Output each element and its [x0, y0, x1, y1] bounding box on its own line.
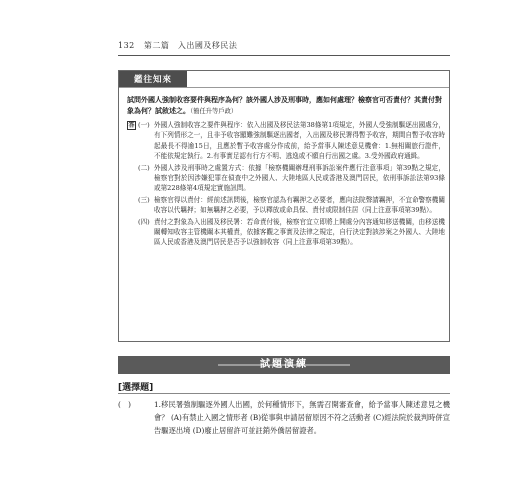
review-box-tab: 鑑往知來: [119, 71, 187, 87]
answer-item: [138, 195, 445, 216]
section-title: 試題演練: [260, 359, 308, 370]
running-head: [118, 40, 237, 51]
answer-block: [127, 120, 445, 249]
header-rule: [118, 55, 450, 56]
multiple-choice-heading: [選擇題]: [118, 383, 154, 393]
tab-divider: [119, 87, 449, 88]
answer-item-text: 責付之對象為入出國及移民署：若命責付後，檢察官宜立即將上開處分內容通知移送機關，由移送機關轉知收容主管機關本其權責，依據客觀之事實及法律之規定，自行決定對該涉案之外國人、大陸地區人民或香港及澳門居民是否予以強制收容（同上注意事項第39點）。: [154, 217, 445, 247]
exam-question-citation: （簡任升等戶政）: [190, 107, 238, 115]
answer-item-number: (四): [138, 217, 150, 226]
page-number: 132: [118, 41, 135, 50]
answer-item-text: 外國人強制收容之要件與程序：依入出國及移民法第38條第1項規定，外國人受強制驅逐出國處分，有下列情形之一，且非予收容顯難強制驅逐出國者，入出國及移民署得暫予收容，期間自暫予收容時起最長不得逾15日，且應於暫予收容處分作成前，給予當事人陳述意見機會：1.無相關旅行證件，不能依規定執行。2.有事實足認有行方不明、逃逸或不願自行出國之虞。3.受外國政府通緝。: [154, 121, 445, 161]
answer-items: [138, 120, 445, 249]
multiple-choice-question: [118, 398, 450, 437]
exam-question-text: 試問外國人強制收容要件與程序為何？該外國人涉及刑事時，應如何處理？檢察官可否責付？其責付對象為何？試敘述之。: [127, 96, 442, 115]
answer-item-text: 檢察官得以責付：經前述訊問後，檢察官認為有羈押之必要者，應向法院聲請羈押，不宜命警察機關收容以代羈押；如無羈押之必要，予以釋放或命具保、責付或限制住居（同上注意事項第39點）。: [154, 195, 445, 215]
running-title: 第二篇 入出國及移民法: [143, 41, 238, 50]
review-box: [118, 70, 450, 342]
question-text: 1.移民署強制驅逐外國人出國，於何種情形下，無需召開審查會，給予當事人陳述意見之機會？ (A)有禁止入國之情形者 (B)從事與申請居留原因不符之活動者 (C)經法院於裁判時併宣告驅逐出境 (D)廢止居留許可並註銷外僑居留證者。: [154, 400, 450, 435]
exam-question: [127, 95, 443, 117]
answer-item-number: (三): [138, 195, 150, 204]
answer-item-text: 外國人涉及刑事時之處置方式：依據「檢察機關辦理刑事訴訟案件應行注意事項」第39點之規定，檢察官對於因涉嫌犯罪在偵查中之外國人、大陸地區人民或香港及澳門居民，依刑事訴訟法第93條或第228條第4項規定實施訊問。: [154, 163, 445, 193]
answer-item-number: (一): [138, 121, 150, 129]
answer-badge: 答: [128, 122, 135, 129]
answer-item-number: (二): [138, 163, 150, 172]
answer-item: [138, 217, 445, 248]
answer-blank: ( ): [118, 400, 131, 409]
answer-item: [138, 163, 445, 194]
multiple-choice-rule: [118, 393, 450, 394]
section-title-bar: [118, 356, 450, 374]
answer-item: [138, 120, 445, 162]
